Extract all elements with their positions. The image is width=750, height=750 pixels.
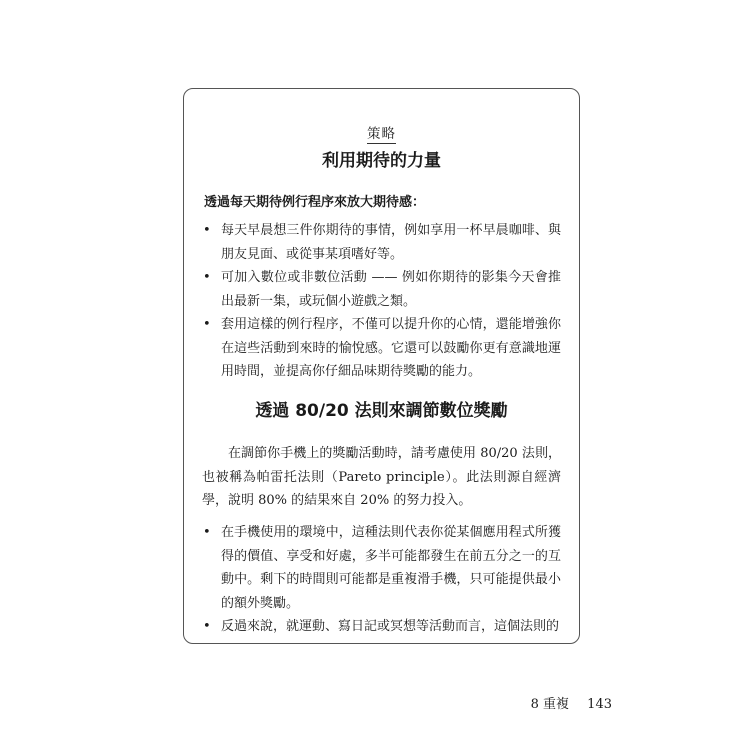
chapter-label: 8 重複 — [530, 697, 570, 712]
list-item: • 套用這樣的例行程序，不僅可以提升你的心情，還能增強你在這些活動到來時的愉悅感。它還可以鼓勵你更有意識地運用時間，並提高你仔細品味期待獎勵的能力。 — [202, 313, 561, 384]
section-paragraph: 在調節你手機上的獎勵活動時，請考慮使用 80/20 法則，也被稱為帕雷托法則（Pareto principle）。此法則源自經濟學，說明 80% 的結果來自 20% 的努力投入。 — [202, 446, 561, 508]
list-item: • 每天早晨想三件你期待的事情，例如享用一杯早晨咖啡、與朋友見面、或從事某項嗜好等。 — [202, 219, 561, 266]
list-item: • 反過來說，就運動、寫日記或冥想等活動而言，這個法則的 — [202, 615, 561, 639]
strategy-title: 利用期待的力量 — [322, 151, 441, 171]
section-bullet-list — [202, 521, 561, 639]
page-footer — [531, 697, 612, 713]
page-number: 143 — [587, 697, 612, 712]
list-item: • 在手機使用的環境中，這種法則代表你從某個應用程式所獲得的價值、享受和好處，多半可能都發生在前五分之一的互動中。剩下的時間則可能都是重複滑手機，只可能提供最小的額外獎勵。 — [202, 521, 561, 615]
strategy-box — [183, 88, 580, 644]
strategy-intro: 透過每天期待例行程序來放大期待感： — [204, 195, 426, 210]
list-item: • 可加入數位或非數位活動 —— 例如你期待的影集今天會推出最新一集，或玩個小遊戲之類。 — [202, 266, 561, 313]
section-heading: 透過 80/20 法則來調節數位獎勵 — [255, 401, 508, 421]
strategy-label: 策略 — [367, 126, 396, 142]
strategy-bullet-list — [202, 219, 561, 384]
